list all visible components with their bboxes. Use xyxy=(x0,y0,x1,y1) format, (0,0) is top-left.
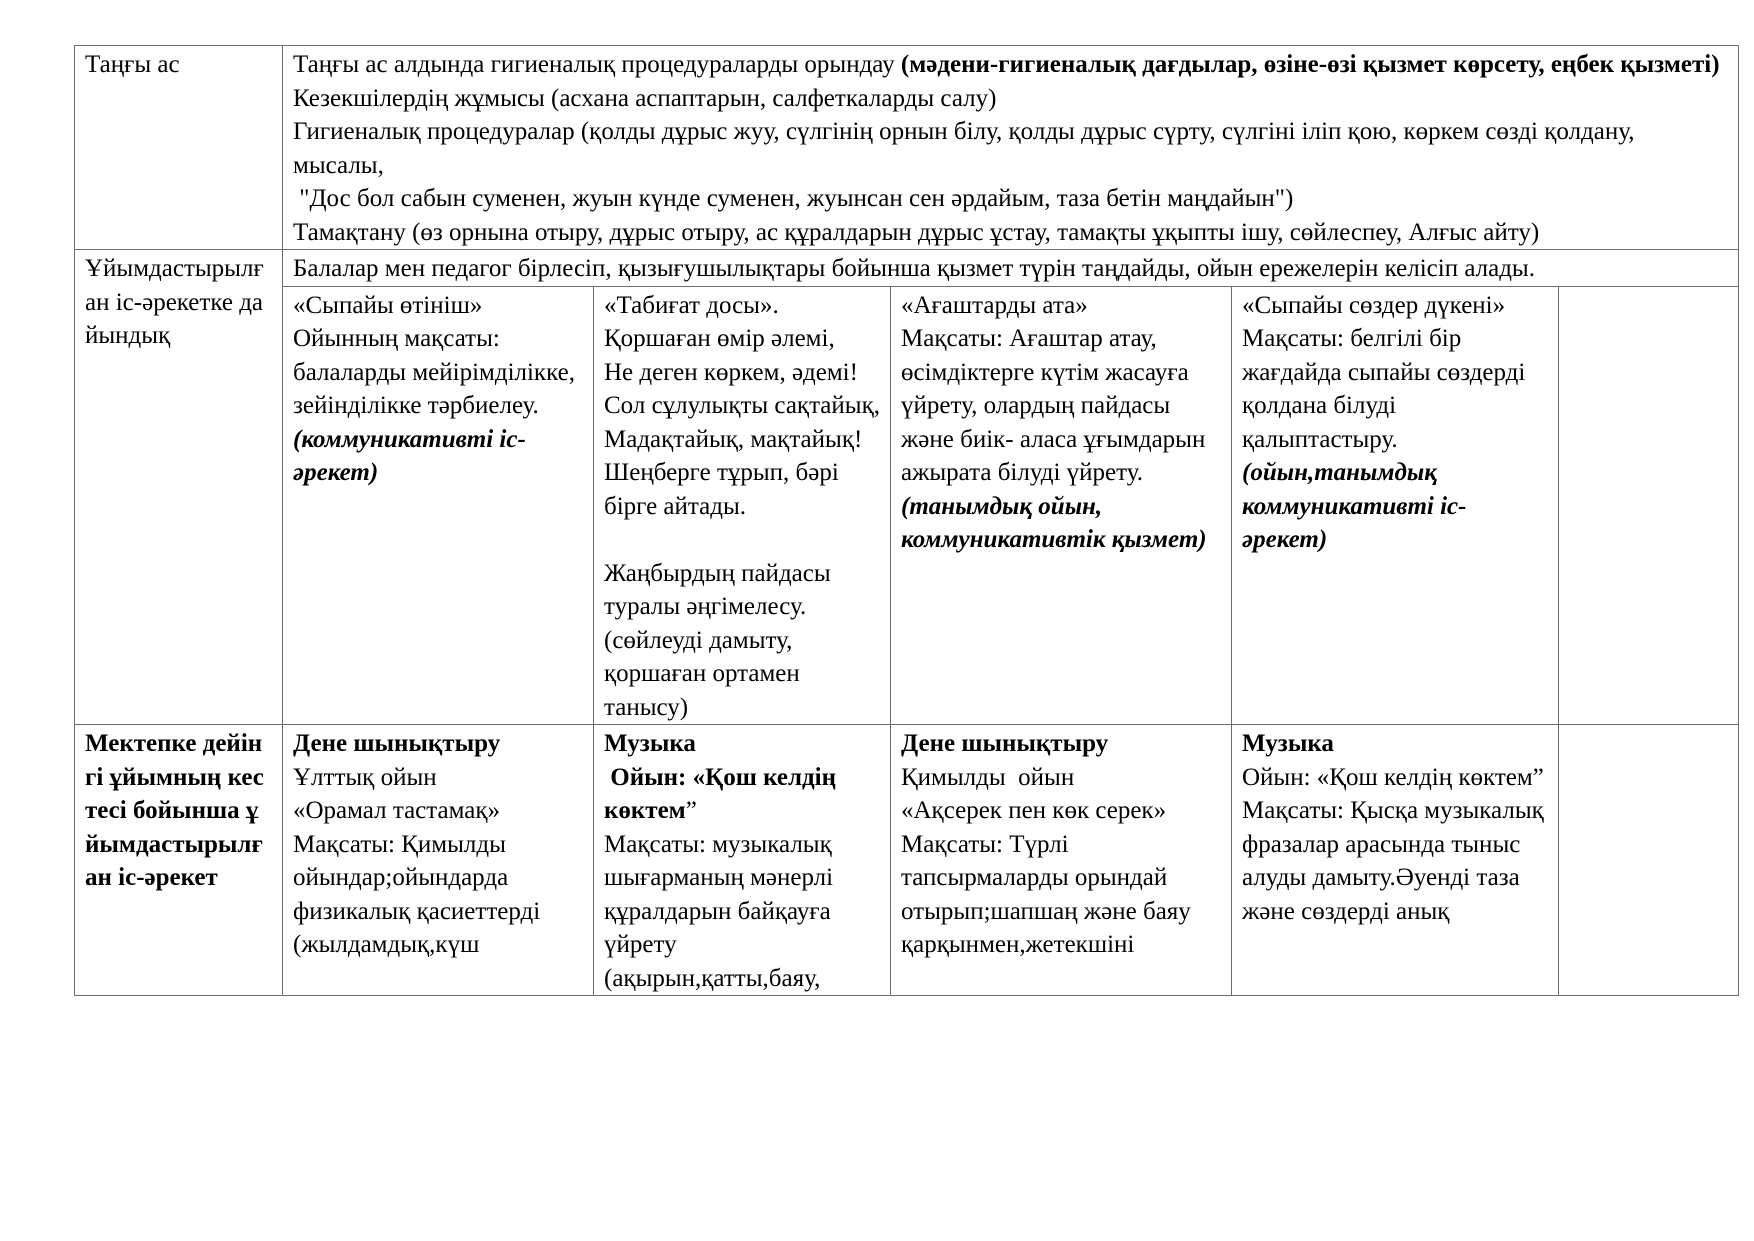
schedule-col2-game xyxy=(604,761,880,828)
schedule-table xyxy=(74,45,1739,996)
schedule-col1-title: Дене шынықтыру xyxy=(293,730,501,757)
blank-line xyxy=(604,523,880,557)
prep-col1-line: Ойынның мақсаты: балаларды мейірімділікке, зейінділікке тәрбиелеу. xyxy=(293,325,575,419)
prep-col2-line: Мадақтайық, мақтайық! xyxy=(604,425,863,453)
table-row-schedule xyxy=(75,725,1739,996)
prep-col2-line: (сөйлеуді дамыту, қоршаған ортамен танысу) xyxy=(604,626,800,721)
breakfast-content-cell xyxy=(283,46,1739,250)
schedule-col4 xyxy=(1232,725,1559,996)
prep-col3-line: «Ағаштарды ата» xyxy=(901,291,1088,319)
prep-col3 xyxy=(891,286,1232,725)
prep-col2-line: Сол сұлулықты сақтайық, xyxy=(604,392,880,419)
prep-col1-activity: (коммуникативті іс-әрекет) xyxy=(293,425,526,486)
table-row-prep-summary xyxy=(75,250,1739,287)
schedule-col2-game-name: Ойын: «Қош келдің көктем xyxy=(604,763,843,824)
schedule-col1 xyxy=(283,725,594,996)
table-row-prep-games xyxy=(75,286,1739,725)
schedule-col3-line: Қимылды ойын xyxy=(901,763,1075,791)
prep-col1 xyxy=(283,286,594,725)
schedule-col2 xyxy=(594,725,891,996)
schedule-label-cell xyxy=(75,725,283,996)
prep-col2 xyxy=(594,286,891,725)
prep-col2-line: «Табиғат досы». xyxy=(604,291,779,319)
prep-col4 xyxy=(1232,286,1559,725)
schedule-col5-empty xyxy=(1559,725,1739,996)
breakfast-intro-bold: (мәдени-гигиеналық дағдылар, өзіне-өзі қызмет көрсету, еңбек қызметі) xyxy=(900,51,1720,78)
schedule-col3-title: Дене шынықтыру xyxy=(901,730,1109,757)
breakfast-label-cell xyxy=(75,46,283,250)
breakfast-label: Таңғы ас xyxy=(85,51,180,78)
prep-label-cell xyxy=(75,250,283,725)
schedule-col2-title: Музыка xyxy=(604,730,696,757)
prep-col4-activity: (ойын,танымдық коммуникативті іс-әрекет) xyxy=(1242,459,1467,553)
breakfast-intro-text: Таңғы ас алдында гигиеналық процедураларды орындау xyxy=(293,51,901,78)
schedule-col1-line: Ұлттық ойын xyxy=(293,763,437,791)
prep-col5-empty xyxy=(1559,286,1739,725)
prep-col2-line: Не деген көркем, әдемі! xyxy=(604,358,858,386)
prep-summary-cell xyxy=(283,250,1739,287)
prep-col2-line: Қоршаған өмір әлемі, xyxy=(604,325,835,352)
schedule-col2-line: Мақсаты: музыкалық шығарманың мәнерлі құралдарын байқауға үйрету (ақырын,қатты,баяу, xyxy=(604,830,834,992)
breakfast-line: Гигиеналық процедуралар (қолды дұрыс жуу, сүлгінің орнын білу, қолды дұрыс сүрту, сүлгіні іліп қою, көркем сөзді қолдану, мысалы, xyxy=(293,118,1635,179)
schedule-col1-line: Мақсаты: Қимылды ойындар;ойындарда физикалық қасиеттерді (жылдамдық,күш xyxy=(293,830,541,958)
prep-summary: Балалар мен педагог бірлесіп, қызығушылықтары бойынша қызмет түрін таңдайды, ойын ережелерін келісіп алады. xyxy=(293,255,1535,282)
prep-col4-line: «Сыпайы сөздер дүкені» Мақсаты: белгілі бір жағдайда сыпайы сөздерді қолдана білуді қалыптастыру. xyxy=(1242,291,1526,453)
schedule-col4-title: Музыка xyxy=(1242,730,1334,757)
breakfast-line: Тамақтану (өз орнына отыру, дұрыс отыру, ас құралдарын дұрыс ұстау, тамақты ұқыпты ішу, сөйлеспеу, Алғыс айту) xyxy=(293,218,1540,246)
breakfast-intro xyxy=(293,48,1728,82)
schedule-col4-line: Мақсаты: Қысқа музыкалық фразалар арасында тыныс алуды дамыту.Әуенді таза және сөздерді анық xyxy=(1242,797,1544,925)
schedule-col3 xyxy=(891,725,1232,996)
schedule-col2-game-quote: ” xyxy=(685,797,697,824)
breakfast-line: "Дос бол сабын суменен, жуын күнде суменен, жуынсан сен әрдайым, таза бетін маңдайын") xyxy=(293,185,1294,212)
schedule-col3-line: «Ақсерек пен көк серек» xyxy=(901,797,1167,824)
schedule-label: Мектепке дейінгі ұйымның кестесі бойынша ұйымдастырылған іс-әрекет xyxy=(85,730,264,891)
breakfast-line: Кезекшілердің жұмысы (асхана аспаптарын, салфеткаларды салу) xyxy=(293,84,997,112)
schedule-col3-line: Мақсаты: Түрлі тапсырмаларды орындай отырып;шапшаң және баяу қарқынмен,жетекшіні xyxy=(901,830,1191,958)
schedule-col1-line: «Орамал тастамақ» xyxy=(293,797,500,824)
prep-col2-line: Шеңберге тұрып, бәрі бірге айтады. xyxy=(604,459,839,520)
table-row-breakfast xyxy=(75,46,1739,250)
prep-col3-line: Мақсаты: Ағаштар атау, өсімдіктерге күтім жасауға үйрету, олардың пайдасы және биік- аласа ұғымдарын ажырата білуді үйрету. xyxy=(901,325,1206,486)
prep-label: Ұйымдастырылған іс-әрекетке дайындық xyxy=(85,255,264,349)
prep-col3-activity: (танымдық ойын, коммуникативтік қызмет) xyxy=(901,492,1207,553)
prep-col2-line: Жаңбырдың пайдасы туралы әңгімелесу. xyxy=(604,559,831,620)
prep-col1-line: «Сыпайы өтініш» xyxy=(293,291,483,319)
schedule-col4-line: Ойын: «Қош келдің көктем” xyxy=(1242,763,1544,791)
